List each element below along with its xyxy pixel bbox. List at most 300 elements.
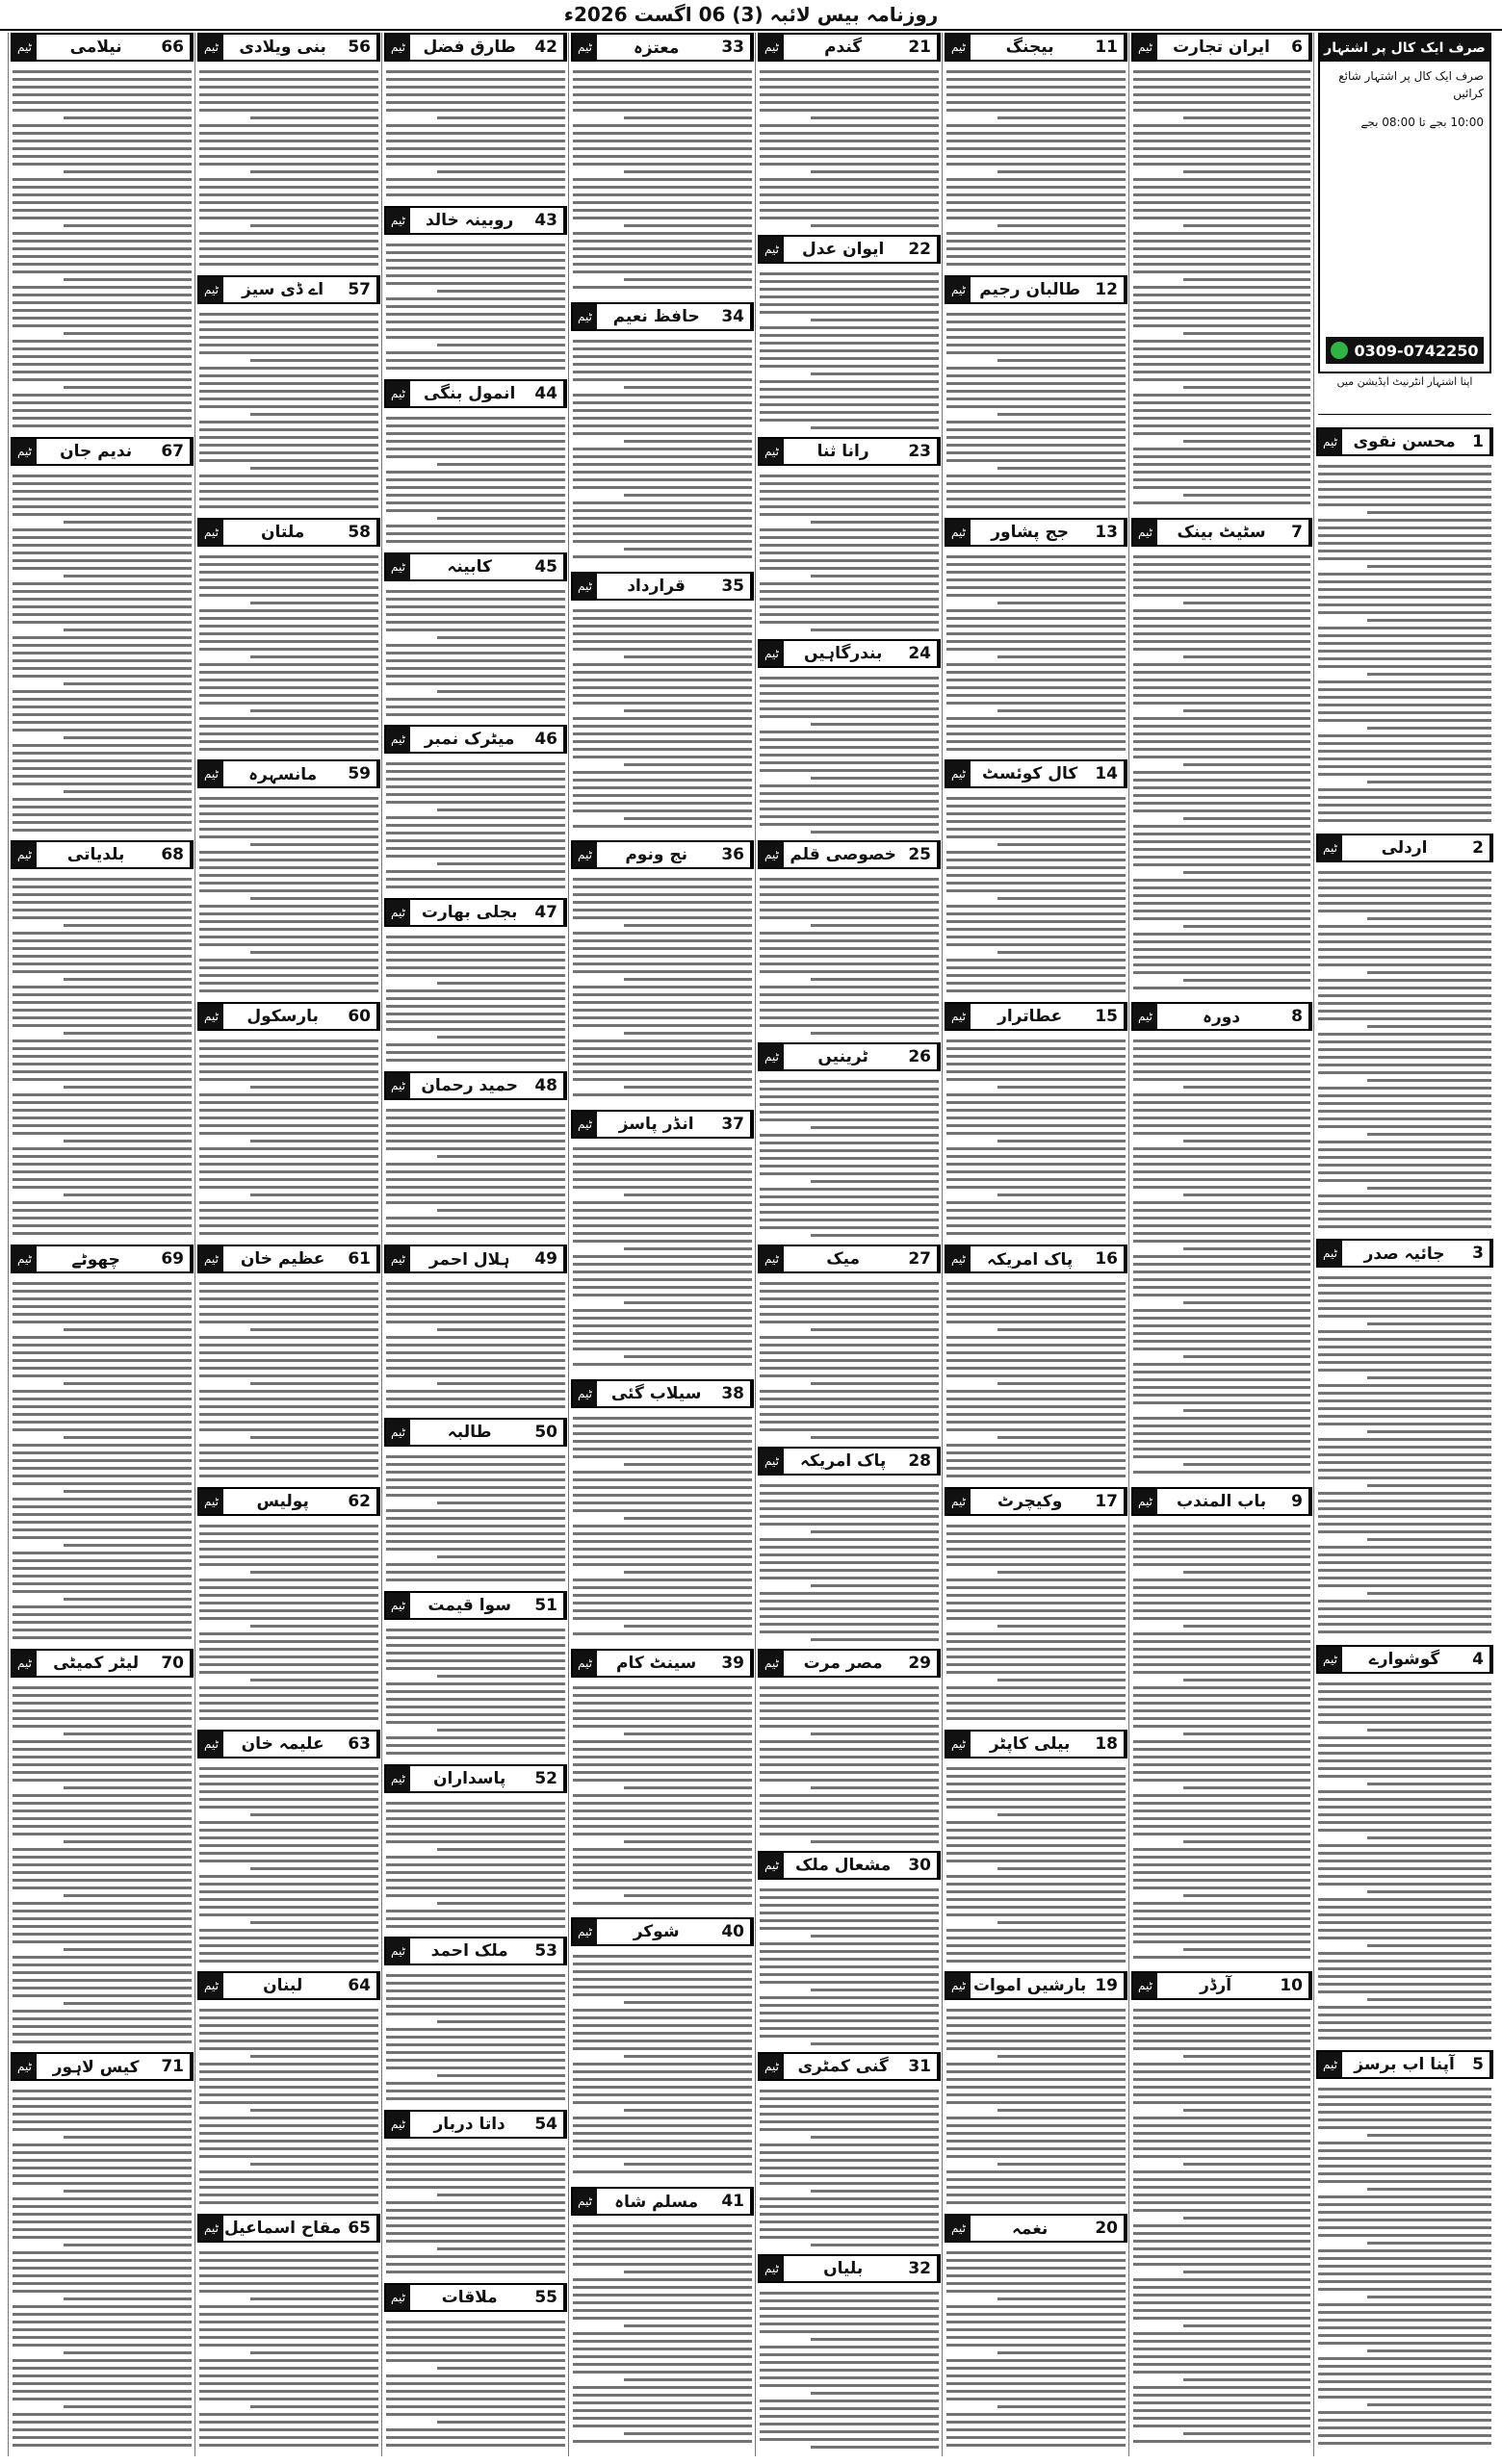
- story-label: ٹیم: [573, 574, 597, 599]
- story-body-lines: [1316, 866, 1493, 1236]
- story-body-lines: [758, 1075, 941, 1241]
- story-title: جائیہ صدر: [1363, 1244, 1445, 1264]
- story-number: 30: [902, 1853, 939, 1878]
- story-body-lines: [1131, 551, 1312, 999]
- story-title: انمول بنگی: [423, 383, 516, 403]
- story-header: [1316, 2050, 1493, 2079]
- story-title: بلیاں: [823, 2259, 864, 2279]
- story-label: ٹیم: [760, 1853, 784, 1878]
- story-title: کیس لاہور: [52, 2057, 140, 2077]
- story-body-lines: [384, 1797, 567, 1934]
- story-label: ٹیم: [1133, 1973, 1157, 1998]
- story-body-lines: [758, 2287, 941, 2452]
- story-title: ملتان: [260, 522, 305, 542]
- story-body-lines: [945, 2246, 1127, 2452]
- story-number: 47: [529, 900, 565, 925]
- news-story: [1131, 33, 1312, 514]
- story-header: [197, 1487, 380, 1516]
- news-story: [945, 2214, 1127, 2452]
- news-story: [384, 2283, 567, 2452]
- story-label: ٹیم: [1318, 2052, 1342, 2077]
- story-header: [945, 1002, 1127, 1031]
- story-header: [11, 2052, 194, 2081]
- story-number: 12: [1089, 277, 1126, 302]
- story-title: خصوصی قلم: [790, 845, 896, 865]
- story-label: ٹیم: [760, 2256, 784, 2281]
- masthead-title: روزنامہ بیس لائبہ (3) 06 اگست 2026ء: [563, 3, 939, 26]
- news-story: [384, 1764, 567, 1934]
- story-number: 61: [342, 1246, 378, 1271]
- story-body-lines: [945, 308, 1127, 514]
- story-label: ٹیم: [760, 439, 784, 464]
- story-body-lines: [1316, 1271, 1493, 1641]
- story-body-lines: [384, 585, 567, 722]
- news-story: [11, 1245, 194, 1645]
- story-body-lines: [1316, 2083, 1493, 2452]
- story-header: [197, 1245, 380, 1273]
- story-header: [384, 206, 567, 235]
- story-title: دورہ: [1203, 1007, 1241, 1027]
- story-number: 46: [529, 727, 565, 752]
- news-story: [945, 759, 1127, 998]
- news-story: [571, 302, 754, 568]
- story-body-lines: [1131, 1520, 1312, 1968]
- news-story: [384, 2110, 567, 2279]
- news-story: [758, 33, 941, 231]
- story-body-lines: [384, 412, 567, 549]
- story-header: [1131, 518, 1312, 547]
- story-title: بیلی کاپٹر: [989, 1733, 1071, 1754]
- story-label: ٹیم: [573, 1112, 597, 1137]
- story-header: [384, 725, 567, 754]
- story-label: ٹیم: [199, 520, 223, 545]
- story-body-lines: [384, 65, 567, 202]
- news-column: [1128, 33, 1314, 2456]
- story-body-lines: [197, 1520, 380, 1726]
- story-header: [1316, 1239, 1493, 1268]
- news-column: [194, 33, 382, 2456]
- news-story: [945, 1487, 1127, 1726]
- story-number: 38: [715, 1381, 752, 1406]
- story-label: ٹیم: [946, 1973, 971, 1998]
- story-title: عطاترار: [997, 1007, 1063, 1027]
- story-number: 42: [529, 35, 565, 60]
- story-header: [384, 2283, 567, 2312]
- story-label: ٹیم: [386, 1766, 410, 1791]
- news-story: [945, 518, 1127, 757]
- story-header: [197, 275, 380, 304]
- story-header: [11, 840, 194, 869]
- story-header: [1316, 834, 1493, 862]
- story-header: [197, 1730, 380, 1758]
- news-column: [381, 33, 569, 2456]
- story-header: [758, 2052, 941, 2081]
- story-title: آپنا اب برسز: [1354, 2055, 1455, 2075]
- news-story: [197, 1245, 380, 1483]
- story-title: گنی کمٹری: [797, 2057, 889, 2077]
- ad-note: صرف ایک کال پر اشتہار شائع کرائیں: [1338, 69, 1484, 100]
- story-number: 53: [529, 1938, 565, 1964]
- story-title: مانسہرہ: [248, 764, 318, 784]
- story-label: ٹیم: [199, 2216, 223, 2241]
- story-header: [384, 2110, 567, 2139]
- story-title: ملک احمد: [430, 1941, 508, 1962]
- news-story: [758, 639, 941, 837]
- story-number: 55: [529, 2285, 565, 2310]
- story-body-lines: [758, 65, 941, 231]
- news-column: [568, 33, 756, 2456]
- story-number: 32: [902, 2256, 939, 2281]
- story-header: [197, 2214, 380, 2243]
- story-header: [1131, 1971, 1312, 2000]
- story-number: 4: [1466, 1647, 1491, 1672]
- story-number: 51: [529, 1593, 565, 1618]
- story-label: ٹیم: [386, 35, 410, 60]
- news-story: [384, 1937, 567, 2106]
- news-story: [384, 1245, 567, 1414]
- story-label: ٹیم: [386, 2112, 410, 2137]
- ad-timing: 10:00 بجے تا 08:00 بجے: [1360, 116, 1484, 129]
- story-label: ٹیم: [573, 304, 597, 329]
- story-number: 67: [155, 439, 192, 464]
- story-header: [1131, 33, 1312, 62]
- story-label: ٹیم: [760, 1246, 784, 1271]
- story-number: 37: [715, 1112, 752, 1137]
- ad-phone-number: 0309-0742250: [1354, 341, 1479, 360]
- story-title: مشعال ملک: [794, 1855, 892, 1875]
- story-body-lines: [945, 1520, 1127, 1726]
- story-title: ملاقات: [441, 2288, 498, 2308]
- story-body-lines: [945, 792, 1127, 998]
- story-header: [945, 1245, 1127, 1273]
- story-header: [945, 2214, 1127, 2243]
- news-story: [384, 33, 567, 202]
- story-label: ٹیم: [760, 237, 784, 262]
- story-body-lines: [758, 1277, 941, 1443]
- news-story: [11, 437, 194, 837]
- story-number: 54: [529, 2112, 565, 2137]
- story-label: ٹیم: [946, 520, 971, 545]
- story-title: اردلی: [1381, 837, 1428, 858]
- story-number: 64: [342, 1973, 378, 1998]
- story-label: ٹیم: [760, 1449, 784, 1474]
- story-title: بجلی بھارت: [421, 903, 518, 923]
- story-body-lines: [1316, 460, 1493, 830]
- story-label: ٹیم: [1133, 1489, 1157, 1514]
- story-number: 48: [529, 1073, 565, 1098]
- story-title: طارق فضل: [423, 38, 516, 57]
- story-header: [11, 437, 194, 466]
- story-number: 39: [715, 1651, 752, 1676]
- news-story: [197, 33, 380, 271]
- story-header: [384, 1591, 567, 1620]
- news-story: [945, 1730, 1127, 1968]
- story-body-lines: [384, 757, 567, 894]
- story-header: [197, 518, 380, 547]
- story-number: 5: [1466, 2052, 1491, 2077]
- story-number: 8: [1285, 1004, 1310, 1029]
- story-header: [758, 1851, 941, 1880]
- story-number: 19: [1089, 1973, 1126, 1998]
- story-label: ٹیم: [760, 1044, 784, 1069]
- story-label: ٹیم: [199, 1732, 223, 1757]
- story-body-lines: [11, 1681, 194, 2049]
- story-title: کال کوئسٹ: [982, 764, 1078, 784]
- story-title: عظیم خان: [240, 1249, 325, 1269]
- newspaper-page: [8, 33, 1494, 2456]
- story-body-lines: [384, 1104, 567, 1241]
- story-body-lines: [384, 1450, 567, 1587]
- story-header: [945, 759, 1127, 788]
- story-title: اے ڈی سیز: [242, 280, 324, 300]
- masthead: [0, 0, 1502, 31]
- story-header: [758, 1042, 941, 1071]
- story-title: پاسداران: [433, 1768, 506, 1788]
- story-title: انڈر پاسز: [618, 1115, 694, 1135]
- news-story: [1131, 1971, 1312, 2452]
- story-title: باب المندب: [1176, 1491, 1267, 1511]
- story-title: میٹرک نمبر: [424, 730, 515, 750]
- story-label: ٹیم: [386, 1073, 410, 1098]
- story-body-lines: [945, 1762, 1127, 1968]
- story-body-lines: [197, 1762, 380, 1968]
- story-title: مصر مرت: [803, 1653, 883, 1673]
- story-label: ٹیم: [386, 1938, 410, 1964]
- news-story: [197, 1002, 380, 1241]
- story-number: 62: [342, 1489, 378, 1514]
- story-body-lines: [197, 1277, 380, 1483]
- news-story: [758, 1649, 941, 1847]
- story-body-lines: [384, 2143, 567, 2279]
- story-header: [571, 1649, 754, 1678]
- story-label: ٹیم: [573, 2189, 597, 2214]
- story-body-lines: [571, 604, 754, 837]
- story-label: ٹیم: [386, 1420, 410, 1445]
- story-title: میک: [826, 1249, 861, 1269]
- story-title: قرارداد: [627, 576, 686, 596]
- ad-phone[interactable]: [1326, 337, 1484, 364]
- news-story: [197, 518, 380, 757]
- story-number: 23: [902, 439, 939, 464]
- story-title: ندیم جان: [60, 441, 133, 461]
- news-story: [11, 1649, 194, 2049]
- story-number: 25: [902, 842, 939, 867]
- story-header: [571, 572, 754, 601]
- story-label: ٹیم: [1318, 429, 1342, 454]
- news-story: [945, 1971, 1127, 2210]
- story-header: [384, 1071, 567, 1100]
- story-body-lines: [11, 65, 194, 433]
- story-label: ٹیم: [760, 2054, 784, 2079]
- story-label: ٹیم: [13, 842, 37, 867]
- story-number: 36: [715, 842, 752, 867]
- story-number: 28: [902, 1449, 939, 1474]
- story-title: نیلامی: [69, 38, 122, 57]
- story-label: ٹیم: [13, 1651, 37, 1676]
- news-story: [384, 379, 567, 549]
- news-story: [11, 840, 194, 1241]
- story-body-lines: [384, 931, 567, 1067]
- story-label: ٹیم: [13, 439, 37, 464]
- story-title: محسن نقوی: [1353, 432, 1456, 451]
- story-number: 20: [1089, 2216, 1126, 2241]
- story-title: سیلاب گئی: [610, 1383, 702, 1403]
- story-label: ٹیم: [386, 727, 410, 752]
- story-body-lines: [758, 672, 941, 837]
- news-story: [571, 1110, 754, 1375]
- story-header: [197, 33, 380, 62]
- story-header: [197, 759, 380, 788]
- story-header: [11, 1245, 194, 1273]
- story-header: [758, 235, 941, 264]
- whatsapp-icon: [1331, 342, 1348, 359]
- news-story: [571, 2187, 754, 2452]
- news-story: [384, 1591, 567, 1760]
- story-label: ٹیم: [946, 761, 971, 786]
- story-number: 69: [155, 1246, 192, 1271]
- story-label: ٹیم: [199, 1489, 223, 1514]
- story-body-lines: [197, 65, 380, 271]
- story-header: [571, 2187, 754, 2216]
- story-body-lines: [384, 2316, 567, 2452]
- story-body-lines: [945, 2004, 1127, 2210]
- story-header: [1131, 1002, 1312, 1031]
- news-story: [1316, 834, 1493, 1236]
- story-header: [945, 1971, 1127, 2000]
- story-number: 35: [715, 574, 752, 599]
- story-label: ٹیم: [199, 761, 223, 786]
- story-title: آرڈر: [1200, 1976, 1232, 1996]
- news-story: [758, 437, 941, 635]
- news-story: [1316, 427, 1493, 830]
- story-number: 68: [155, 842, 192, 867]
- story-number: 71: [155, 2054, 192, 2079]
- story-label: ٹیم: [1318, 835, 1342, 860]
- news-story: [197, 275, 380, 514]
- story-title: داتا دربار: [433, 2115, 505, 2135]
- news-story: [571, 1379, 754, 1645]
- story-header: [384, 898, 567, 927]
- story-header: [1316, 1645, 1493, 1674]
- story-number: 7: [1285, 520, 1310, 545]
- story-title: مقاح اسماعیل: [223, 2219, 342, 2239]
- story-label: ٹیم: [760, 842, 784, 867]
- news-story: [758, 1851, 941, 2049]
- story-title: بارشیں اموات: [972, 1976, 1087, 1996]
- story-title: رانا ثنا: [816, 441, 869, 461]
- story-number: 24: [902, 641, 939, 666]
- story-body-lines: [197, 1035, 380, 1241]
- news-story: [384, 1071, 567, 1241]
- story-title: گوشوارے: [1368, 1650, 1440, 1670]
- story-number: 45: [529, 554, 565, 579]
- news-story: [758, 1245, 941, 1443]
- story-label: ٹیم: [1133, 35, 1157, 60]
- story-body-lines: [11, 873, 194, 1241]
- story-label: ٹیم: [199, 1004, 223, 1029]
- story-label: ٹیم: [13, 1246, 37, 1271]
- story-header: [384, 379, 567, 408]
- story-number: 17: [1089, 1489, 1126, 1514]
- ad-heading: صرف ایک کال پر اشتہار: [1320, 35, 1489, 62]
- story-number: 27: [902, 1246, 939, 1271]
- news-story: [384, 206, 567, 375]
- news-story: [571, 1917, 754, 2183]
- story-body-lines: [571, 1950, 754, 2183]
- news-story: [571, 33, 754, 298]
- story-header: [384, 33, 567, 62]
- story-title: ایوان عدل: [801, 239, 885, 259]
- news-column: [1313, 33, 1495, 2456]
- story-number: 56: [342, 35, 378, 60]
- story-label: ٹیم: [573, 1919, 597, 1944]
- story-title: طالبہ: [447, 1423, 492, 1443]
- news-story: [758, 2052, 941, 2250]
- story-body-lines: [384, 1969, 567, 2106]
- story-body-lines: [1131, 1035, 1312, 1483]
- story-number: 18: [1089, 1732, 1126, 1757]
- story-header: [384, 1245, 567, 1273]
- story-title: لبنان: [263, 1976, 303, 1996]
- story-title: نغمہ: [1011, 2219, 1049, 2239]
- story-title: طالبان رجیم: [979, 279, 1081, 299]
- story-body-lines: [571, 335, 754, 568]
- story-label: ٹیم: [386, 1593, 410, 1618]
- story-title: چھوٹے: [71, 1249, 120, 1270]
- story-label: ٹیم: [199, 1973, 223, 1998]
- story-title: وکیچرٹ: [997, 1491, 1063, 1511]
- story-number: 57: [342, 277, 378, 302]
- story-body-lines: [758, 1479, 941, 1645]
- story-label: ٹیم: [386, 1246, 410, 1271]
- news-story: [758, 2254, 941, 2452]
- story-number: 70: [155, 1651, 192, 1676]
- story-number: 26: [902, 1044, 939, 1069]
- story-number: 50: [529, 1420, 565, 1445]
- story-title: ٹرینیں: [817, 1047, 868, 1067]
- story-body-lines: [758, 1884, 941, 2049]
- story-number: 2: [1466, 835, 1491, 860]
- story-label: ٹیم: [386, 208, 410, 233]
- story-label: ٹیم: [199, 277, 223, 302]
- story-header: [758, 437, 941, 466]
- story-header: [758, 639, 941, 668]
- story-number: 14: [1089, 761, 1126, 786]
- story-number: 11: [1089, 35, 1126, 60]
- story-title: بیجنگ: [1005, 38, 1054, 57]
- story-header: [758, 33, 941, 62]
- story-header: [11, 1649, 194, 1678]
- story-body-lines: [945, 65, 1127, 271]
- story-label: ٹیم: [946, 35, 971, 60]
- news-story: [758, 1042, 941, 1241]
- story-label: ٹیم: [1133, 520, 1157, 545]
- story-header: [945, 275, 1127, 304]
- story-label: ٹیم: [573, 35, 597, 60]
- story-header: [384, 552, 567, 581]
- story-title: روبینہ خالد: [425, 211, 514, 231]
- news-story: [384, 1418, 567, 1587]
- news-story: [1316, 1239, 1493, 1641]
- story-title: جج پشاور: [991, 522, 1070, 542]
- news-story: [945, 275, 1127, 514]
- story-label: ٹیم: [946, 1004, 971, 1029]
- story-body-lines: [11, 1277, 194, 1645]
- story-number: 40: [715, 1919, 752, 1944]
- story-header: [384, 1764, 567, 1793]
- news-column: [755, 33, 943, 2456]
- story-header: [384, 1418, 567, 1447]
